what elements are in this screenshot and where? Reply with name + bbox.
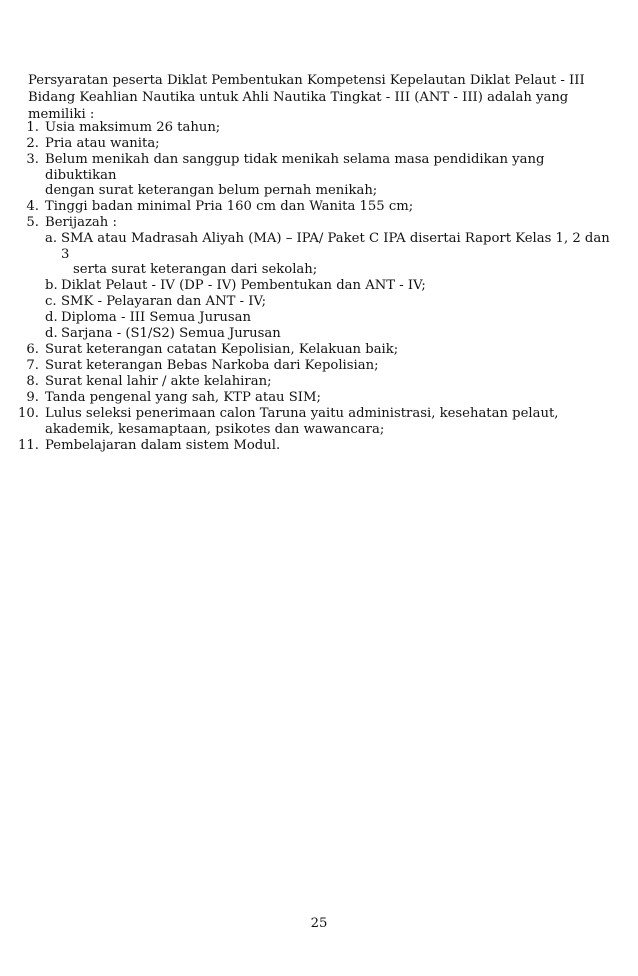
- item-number: 9.: [26, 390, 39, 406]
- list-item: [0, 390, 620, 406]
- item-number: 2.: [26, 135, 39, 151]
- item-number: 11.: [18, 437, 39, 453]
- sub-item: [0, 310, 620, 326]
- intro-paragraph: Persyaratan peserta Diklat Pembentukan Kompetensi Kepelautan Diklat Pelaut - III Bidang Keahlian Nautika untuk Ahli Nautika Tingkat - III (ANT - III) adalah yang memiliki :: [28, 73, 585, 122]
- item-number: 1.: [26, 120, 39, 135]
- item-number: 3.: [26, 151, 39, 167]
- list-item: [0, 438, 620, 454]
- sub-item-text: Diploma - III Semua Jurusan: [61, 310, 252, 326]
- item-text: Belum menikah dan sanggup tidak menikah selama masa pendidikan yang dibuktikan: [45, 151, 545, 183]
- list-item: [0, 215, 620, 231]
- sub-item-letter: d.: [45, 326, 58, 342]
- sub-item-text-continuation: serta surat keterangan dari sekolah;: [73, 262, 318, 278]
- item-text-continuation: akademik, kesamaptaan, psikotes dan wawancara;: [45, 421, 385, 437]
- item-text: Surat keterangan Bebas Narkoba dari Kepolisian;: [45, 358, 379, 374]
- sub-item: [0, 326, 620, 342]
- item-text: Berijazah :: [45, 215, 117, 231]
- sub-item-text: SMK - Pelayaran dan ANT - IV;: [61, 294, 267, 310]
- list-item: [0, 342, 620, 358]
- item-text: Pembelajaran dalam sistem Modul.: [45, 437, 281, 453]
- sub-item-text: Sarjana - (S1/S2) Semua Jurusan: [61, 326, 281, 342]
- list-item: [0, 120, 620, 136]
- requirements-list: [0, 120, 620, 454]
- sub-item-letter: a.: [45, 231, 58, 247]
- list-item: [0, 374, 620, 390]
- list-item: [0, 199, 620, 215]
- item-text: Lulus seleksi penerimaan calon Taruna yaitu administrasi, kesehatan pelaut,: [45, 406, 559, 422]
- list-item: [0, 358, 620, 374]
- sub-item: [0, 294, 620, 310]
- item-number: 10.: [18, 406, 39, 422]
- item-text: Surat keterangan catatan Kepolisian, Kelakuan baik;: [45, 342, 399, 358]
- item-text: Tinggi badan minimal Pria 160 cm dan Wanita 155 cm;: [45, 199, 414, 215]
- sub-item-letter: b.: [45, 278, 58, 294]
- item-number: 5.: [26, 215, 39, 231]
- sub-item-text: SMA atau Madrasah Aliyah (MA) – IPA/ Paket C IPA disertai Raport Kelas 1, 2 dan 3: [61, 231, 610, 262]
- item-number: 7.: [26, 358, 39, 374]
- sub-item: [0, 278, 620, 294]
- list-item: [0, 152, 620, 199]
- item-number: 8.: [26, 374, 39, 390]
- list-item: [0, 406, 620, 437]
- item-text: Usia maksimum 26 tahun;: [45, 120, 221, 135]
- list-item: [0, 136, 620, 152]
- sub-item-letter: d.: [45, 310, 58, 326]
- item-text: Tanda pengenal yang sah, KTP atau SIM;: [45, 390, 321, 406]
- item-number: 4.: [26, 199, 39, 215]
- sub-item-letter: c.: [45, 294, 57, 310]
- item-text-continuation: dengan surat keterangan belum pernah menikah;: [45, 183, 378, 199]
- sub-item-text: Diklat Pelaut - IV (DP - IV) Pembentukan dan ANT - IV;: [61, 278, 426, 294]
- item-number: 6.: [26, 342, 39, 358]
- item-text: Surat kenal lahir / akte kelahiran;: [45, 374, 272, 390]
- sub-item: [0, 231, 620, 278]
- item-text: Pria atau wanita;: [45, 135, 160, 151]
- page-number: 25: [310, 916, 328, 931]
